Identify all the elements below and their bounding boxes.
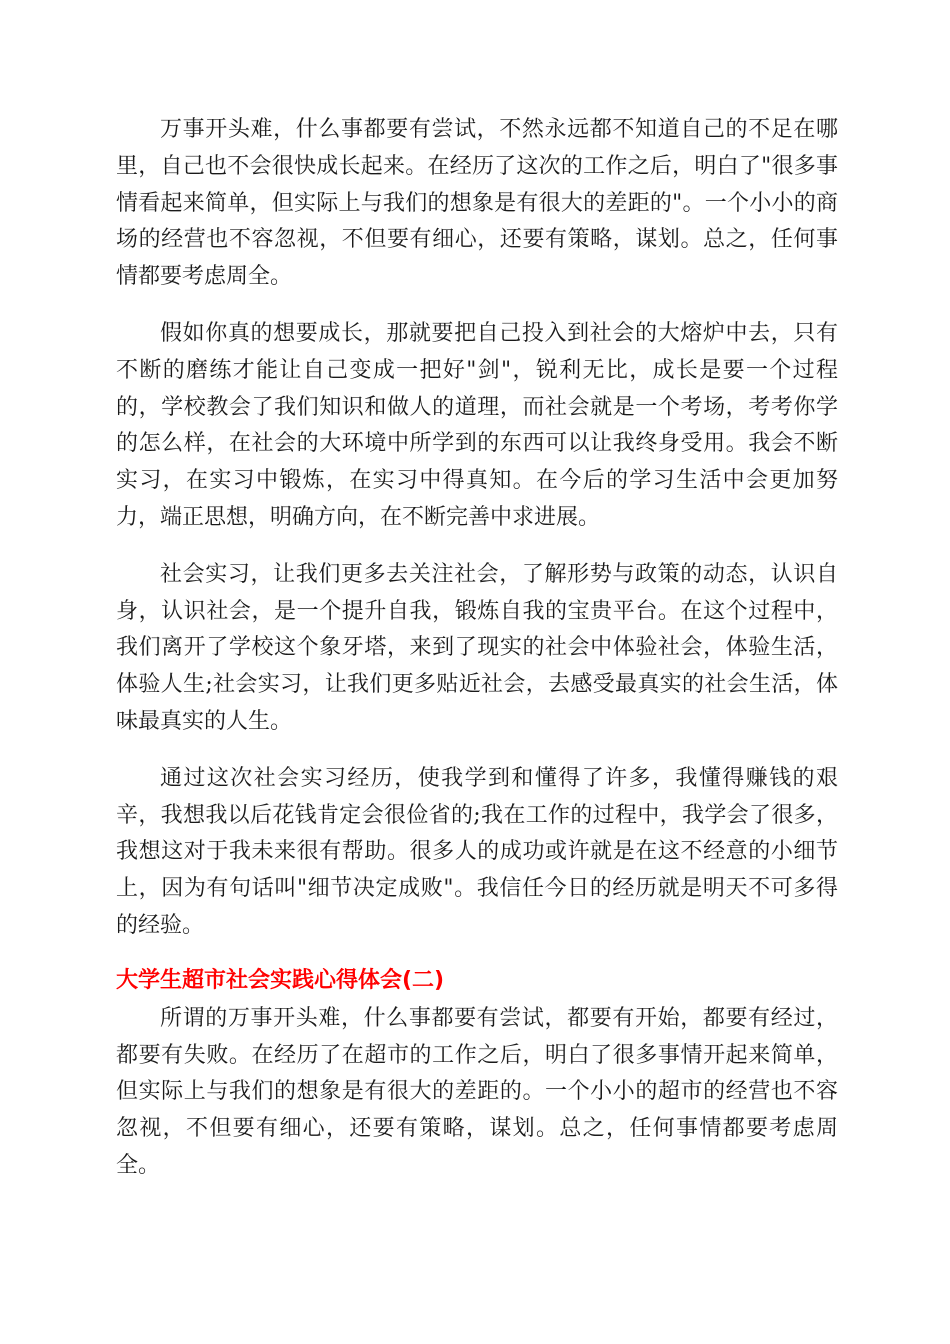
paragraph-4: 通过这次社会实习经历，使我学到和懂得了许多，我懂得赚钱的艰辛，我想我以后花钱肯定会很俭省的;我在工作的过程中，我学会了很多，我想这对于我未来很有帮助。很多人的成功或许就是在这不经意的小细节上，因为有句话叫"细节决定成败"。我信任今日的经历就是明天不可多得的经验。: [116, 765, 838, 938]
paragraph-5: 所谓的万事开头难，什么事都要有尝试，都要有开始，都要有经过，都要有失败。在经历了在超市的工作之后，明白了很多事情开起来简单，但实际上与我们的想象是有很大的差距的。一个小小的超市的经营也不容忽视，不但要有细心，还要有策略，谋划。总之，任何事情都要考虑周全。: [116, 1005, 838, 1178]
document-body: [116, 112, 838, 1185]
section-heading: 大学生超市社会实践心得体会(二): [116, 967, 445, 993]
paragraph-3: 社会实习，让我们更多去关注社会，了解形势与政策的动态，认识自身，认识社会，是一个提升自我，锻炼自我的宝贵平台。在这个过程中，我们离开了学校这个象牙塔，来到了现实的社会中体验社会，体验生活，体验人生;社会实习，让我们更多贴近社会，去感受最真实的社会生活，体味最真实的人生。: [116, 561, 838, 734]
paragraph-2: 假如你真的想要成长，那就要把自己投入到社会的大熔炉中去，只有不断的磨练才能让自己变成一把好"剑"，锐利无比，成长是要一个过程的，学校教会了我们知识和做人的道理，而社会就是一个考场，考考你学的怎么样，在社会的大环境中所学到的东西可以让我终身受用。我会不断实习，在实习中锻炼，在实习中得真知。在今后的学习生活中会更加努力，端正思想，明确方向，在不断完善中求进展。: [116, 320, 838, 530]
paragraph-1: 万事开头难，什么事都要有尝试，不然永远都不知道自己的不足在哪里，自己也不会很快成长起来。在经历了这次的工作之后，明白了"很多事情看起来简单，但实际上与我们的想象是有很大的差距的"。一个小小的商场的经营也不容忽视，不但要有细心，还要有策略，谋划。总之，任何事情都要考虑周全。: [116, 117, 838, 290]
